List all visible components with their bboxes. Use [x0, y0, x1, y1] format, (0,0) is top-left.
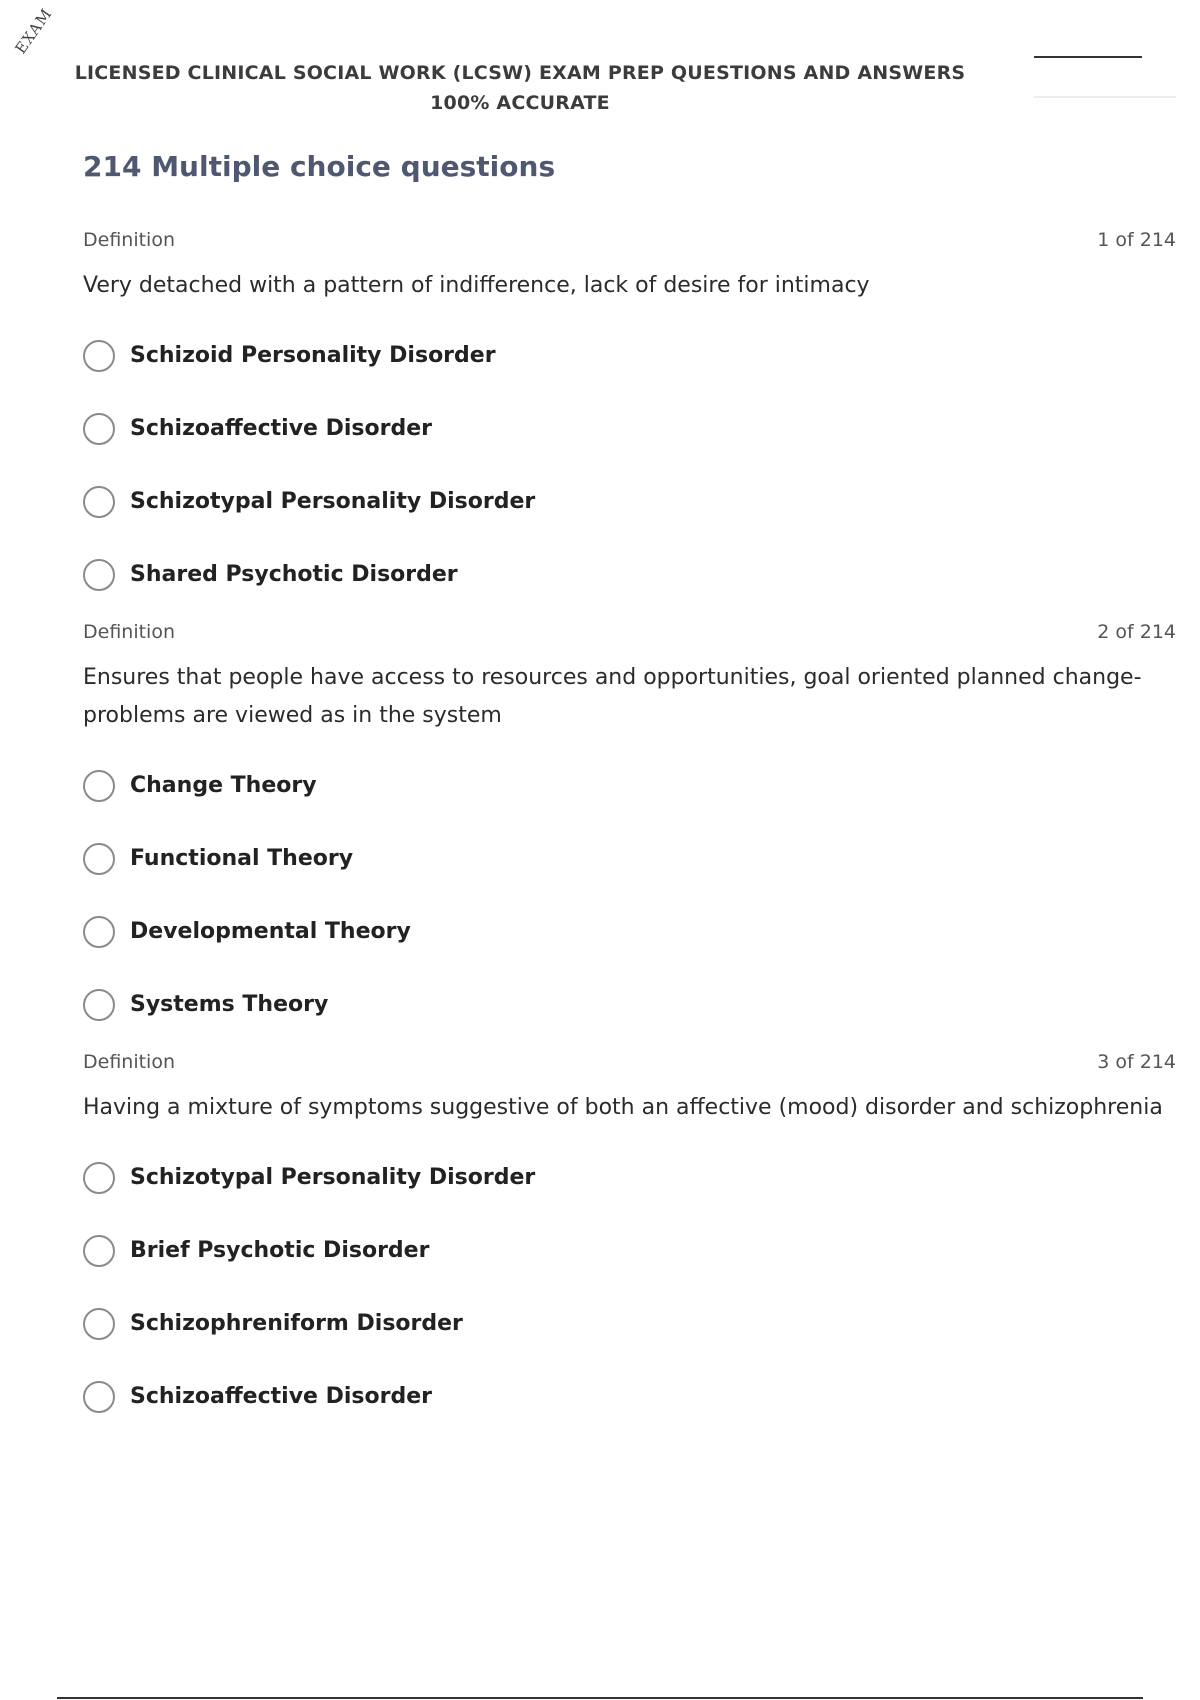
- header-rule: [1034, 56, 1142, 58]
- question-text: Very detached with a pattern of indifference, lack of desire for intimacy: [83, 273, 870, 298]
- radio-circle-icon[interactable]: [83, 1381, 115, 1413]
- header-rule-faint: [1034, 96, 1176, 98]
- answer-option[interactable]: [83, 1287, 1176, 1360]
- radio-circle-icon[interactable]: [83, 843, 115, 875]
- question-text: Ensures that people have access to resources and opportunities, goal oriented planned change- problems are viewed as in the system: [83, 665, 1142, 728]
- answer-option[interactable]: [83, 319, 1176, 392]
- radio-circle-icon[interactable]: [83, 1308, 115, 1340]
- header-title: LICENSED CLINICAL SOCIAL WORK (LCSW) EXAM PREP QUESTIONS AND ANSWERS: [74, 62, 966, 84]
- question-type-label: Definition: [83, 229, 176, 251]
- answer-option-label: Functional Theory: [130, 846, 354, 871]
- answer-option[interactable]: [83, 895, 1176, 968]
- answer-option-label: Change Theory: [130, 773, 317, 798]
- question-counter: 3 of 214: [1097, 1051, 1176, 1073]
- answer-option-label: Schizotypal Personality Disorder: [130, 489, 536, 514]
- answer-option-label: Schizotypal Personality Disorder: [130, 1165, 536, 1190]
- answer-option-label: Schizoaffective Disorder: [130, 1384, 432, 1409]
- footer-rule: [57, 1697, 1143, 1699]
- question-1: [83, 229, 1176, 611]
- radio-circle-icon[interactable]: [83, 770, 115, 802]
- radio-circle-icon[interactable]: [83, 559, 115, 591]
- question-text: Having a mixture of symptoms suggestive of both an affective (mood) disorder and schizophrenia: [83, 1095, 1163, 1120]
- answer-option[interactable]: [83, 822, 1176, 895]
- answer-option-label: Schizophreniform Disorder: [130, 1311, 463, 1336]
- radio-circle-icon[interactable]: [83, 989, 115, 1021]
- question-counter: 1 of 214: [1097, 229, 1176, 251]
- radio-circle-icon[interactable]: [83, 413, 115, 445]
- question-3: [83, 1051, 1176, 1433]
- answer-option[interactable]: [83, 1360, 1176, 1433]
- radio-circle-icon[interactable]: [83, 916, 115, 948]
- question-2: [83, 621, 1176, 1041]
- radio-circle-icon[interactable]: [83, 340, 115, 372]
- answer-option-label: Brief Psychotic Disorder: [130, 1238, 430, 1263]
- answer-option-label: Developmental Theory: [130, 919, 411, 944]
- answer-options: [83, 1141, 1176, 1433]
- section-title: 214 Multiple choice questions: [83, 150, 556, 183]
- question-counter: 2 of 214: [1097, 621, 1176, 643]
- answer-option[interactable]: [83, 538, 1176, 611]
- radio-circle-icon[interactable]: [83, 486, 115, 518]
- answer-option[interactable]: [83, 968, 1176, 1041]
- document-header: [60, 58, 980, 118]
- radio-circle-icon[interactable]: [83, 1162, 115, 1194]
- answer-option[interactable]: [83, 749, 1176, 822]
- answer-option[interactable]: [83, 465, 1176, 538]
- radio-circle-icon[interactable]: [83, 1235, 115, 1267]
- question-type-label: Definition: [83, 621, 176, 643]
- answer-option[interactable]: [83, 1141, 1176, 1214]
- answer-options: [83, 749, 1176, 1041]
- answer-option-label: Schizoaffective Disorder: [130, 416, 432, 441]
- answer-option-label: Systems Theory: [130, 992, 329, 1017]
- question-type-label: Definition: [83, 1051, 176, 1073]
- answer-option-label: Shared Psychotic Disorder: [130, 562, 458, 587]
- answer-option-label: Schizoid Personality Disorder: [130, 343, 496, 368]
- exam-stamp: EXAM: [11, 4, 56, 58]
- header-subtitle: 100% ACCURATE: [430, 92, 610, 114]
- answer-option[interactable]: [83, 1214, 1176, 1287]
- answer-option[interactable]: [83, 392, 1176, 465]
- answer-options: [83, 319, 1176, 611]
